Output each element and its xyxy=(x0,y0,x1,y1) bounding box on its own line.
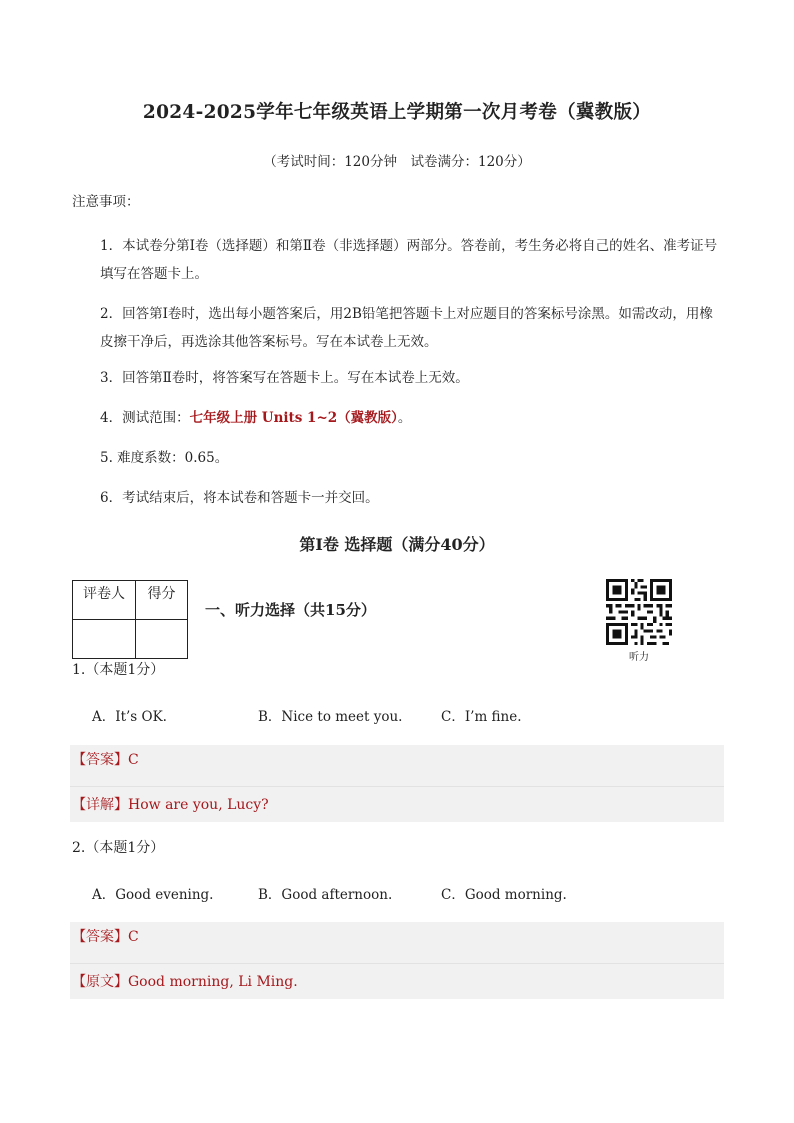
answer-tag: 【答案】 xyxy=(72,752,128,768)
note-item-1 xyxy=(72,232,724,288)
question-1-option-c[interactable]: C．I’m fine. xyxy=(441,709,522,725)
original-tag: 【原文】 xyxy=(72,974,128,990)
question-1-option-b[interactable]: B．Nice to meet you. xyxy=(258,709,403,725)
note-item-2 xyxy=(72,300,724,356)
note-item-1-text: 1．本试卷分第Ⅰ卷（选择题）和第Ⅱ卷（非选择题）两部分。答卷前，考生务必将自己的姓名、准考证号填写在答题卡上。 xyxy=(100,238,718,282)
note-item-4 xyxy=(72,408,724,428)
notes-heading: 注意事项： xyxy=(72,194,140,210)
question-1-option-a[interactable]: A．It’s OK. xyxy=(92,709,167,725)
original-value: Good morning, Li Ming. xyxy=(128,974,298,990)
section-title: 第Ⅰ卷 选择题（满分40分） xyxy=(299,535,495,554)
question-2-number: 2.（本题1分） xyxy=(72,840,165,856)
note-item-5-text: 5. 难度系数：0.65。 xyxy=(100,450,229,466)
grader-header: 评卷人 xyxy=(73,581,136,620)
exam-info: （考试时间：120分钟 试卷满分：120分） xyxy=(263,154,531,170)
qr-code-icon[interactable] xyxy=(606,579,672,645)
answer-divider-1 xyxy=(70,786,724,787)
note-item-6-text: 6．考试结束后，将本试卷和答题卡一并交回。 xyxy=(100,490,379,506)
question-1-number: 1.（本题1分） xyxy=(72,662,165,678)
answer-tag: 【答案】 xyxy=(72,929,128,945)
answer-line-2 xyxy=(72,926,139,946)
answer-value: C xyxy=(128,752,139,768)
answer-line-1 xyxy=(72,749,139,769)
note-item-5 xyxy=(72,448,724,468)
answer-divider-2 xyxy=(70,963,724,964)
detail-line-2 xyxy=(72,971,298,991)
test-scope: 七年级上册 Units 1~2（冀教版） xyxy=(189,410,398,426)
note-item-2-text: 2．回答第Ⅰ卷时，选出每小题答案后，用2B铅笔把答题卡上对应题目的答案标号涂黑。如需改动，用橡皮擦干净后，再选涂其他答案标号。写在本试卷上无效。 xyxy=(100,306,713,350)
score-table xyxy=(72,580,188,659)
note-item-6 xyxy=(72,488,724,508)
qr-label: 听力 xyxy=(629,652,649,663)
answer-value: C xyxy=(128,929,139,945)
score-header: 得分 xyxy=(136,581,188,620)
detail-value: How are you, Lucy? xyxy=(128,797,269,813)
question-2-option-c[interactable]: C．Good morning. xyxy=(441,887,567,903)
note-item-3-text: 3．回答第Ⅱ卷时，将答案写在答题卡上。写在本试卷上无效。 xyxy=(100,370,469,386)
part-title: 一、听力选择（共15分） xyxy=(205,601,376,619)
score-cell[interactable] xyxy=(136,620,188,659)
note-item-3 xyxy=(72,368,724,388)
note-item-4-suffix: 。 xyxy=(397,410,412,426)
page-title: 2024-2025学年七年级英语上学期第一次月考卷（冀教版） xyxy=(142,102,652,123)
note-item-4-prefix: 4．测试范围： xyxy=(100,410,190,426)
question-2-option-a[interactable]: A．Good evening. xyxy=(92,887,214,903)
detail-line-1 xyxy=(72,794,269,814)
detail-tag: 【详解】 xyxy=(72,797,128,813)
grader-cell[interactable] xyxy=(73,620,136,659)
question-2-option-b[interactable]: B．Good afternoon. xyxy=(258,887,393,903)
